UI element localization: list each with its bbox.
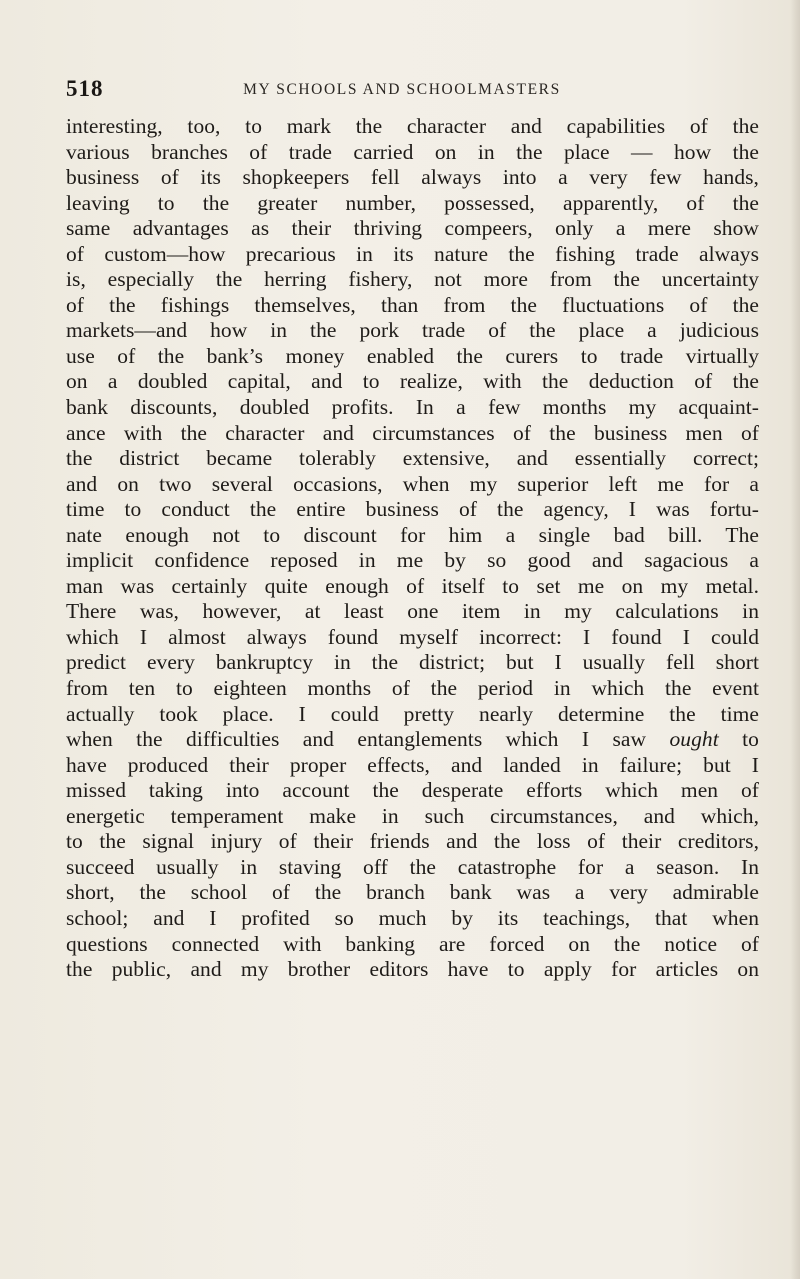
text-line-with-italic xyxy=(66,727,759,753)
text-line: actually took place. I could pretty nearly determine the time xyxy=(66,701,759,726)
text-line: same advantages as their thriving compeers, only a mere show xyxy=(66,216,759,241)
text-line: the public, and my brother editors have to apply for articles on xyxy=(66,957,759,982)
text-line: of the fishings themselves, than from the fluctuations of the xyxy=(66,292,759,317)
text-fragment: to xyxy=(742,727,759,752)
text-line: nate enough not to discount for him a single bad bill. The xyxy=(66,522,759,547)
text-line: man was certainly quite enough of itself to set me on my metal. xyxy=(66,573,759,598)
text-line: ance with the character and circumstances of the business men of xyxy=(66,420,759,445)
text-line: to the signal injury of their friends and the loss of their creditors, xyxy=(66,829,759,854)
italic-word: ought xyxy=(669,727,719,752)
text-line: have produced their proper effects, and landed in failure; but I xyxy=(66,752,759,777)
text-line: which I almost always found myself incorrect: I found I could xyxy=(66,624,759,649)
text-line: time to conduct the entire business of the agency, I was fortu- xyxy=(66,497,759,522)
page-edge-shadow xyxy=(790,0,800,1279)
text-line: predict every bankruptcy in the district; but I usually fell short xyxy=(66,650,759,675)
text-line: and on two several occasions, when my superior left me for a xyxy=(66,471,759,496)
running-head: MY SCHOOLS AND SCHOOLMASTERS xyxy=(243,81,561,98)
text-line: interesting, too, to mark the character and capabilities of the xyxy=(66,114,759,138)
page-number: 518 xyxy=(66,76,104,101)
text-line: markets—and how in the pork trade of the place a judicious xyxy=(66,318,759,343)
text-line: various branches of trade carried on in the place — how the xyxy=(66,139,759,164)
text-line: implicit confidence reposed in me by so good and sagacious a xyxy=(66,548,759,573)
text-line: school; and I profited so much by its teachings, that when xyxy=(66,905,759,930)
text-line: short, the school of the branch bank was a very admirable xyxy=(66,880,759,905)
text-line: on a doubled capital, and to realize, with the deduction of the xyxy=(66,369,759,394)
text-line: There was, however, at least one item in my calculations in xyxy=(66,599,759,624)
text-line: business of its shopkeepers fell always into a very few hands, xyxy=(66,165,759,190)
text-fragment: when the difficulties and entanglements which I saw xyxy=(66,727,647,752)
text-line: energetic temperament make in such circumstances, and which, xyxy=(66,803,759,828)
text-line: the district became tolerably extensive, and essentially correct; xyxy=(66,446,759,471)
text-line: from ten to eighteen months of the period in which the event xyxy=(66,676,759,701)
text-line: leaving to the greater number, possessed, apparently, of the xyxy=(66,190,759,215)
text-line: bank discounts, doubled profits. In a few months my acquaint- xyxy=(66,395,759,420)
body-text xyxy=(66,114,786,983)
text-line: questions connected with banking are forced on the notice of xyxy=(66,931,759,956)
text-line: missed taking into account the desperate efforts which men of xyxy=(66,778,759,803)
text-line: succeed usually in staving off the catastrophe for a season. In xyxy=(66,854,759,879)
page-header xyxy=(0,76,800,106)
text-line: is, especially the herring fishery, not more from the uncertainty xyxy=(66,267,759,292)
text-line: of custom—how precarious in its nature the fishing trade always xyxy=(66,241,759,266)
text-line: use of the bank’s money enabled the curers to trade virtually xyxy=(66,343,759,368)
